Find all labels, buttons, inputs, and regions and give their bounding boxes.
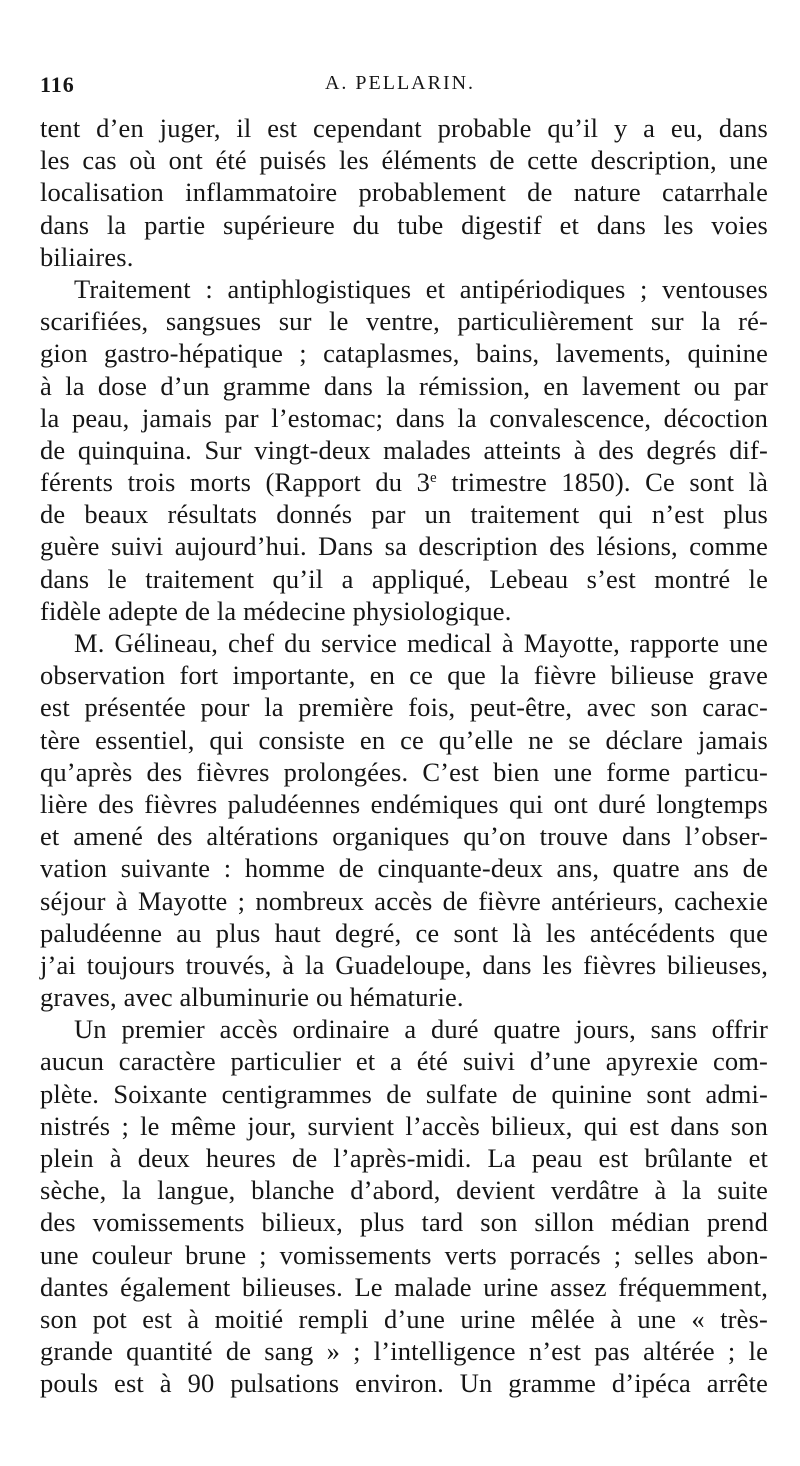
text-segment: férents trois morts (Rapport du 3 bbox=[40, 467, 431, 498]
text-line: aucun caractère particulier et a été suivi d’une apyrexie com- bbox=[40, 1046, 768, 1077]
text-line: et amené des altérations organiques qu’on trouve dans l’obser- bbox=[40, 821, 768, 852]
text-line: paludéenne au plus haut degré, ce sont là les antécédents que bbox=[40, 917, 768, 948]
text-line: les cas où ont été puisés les éléments de cette description, une bbox=[40, 145, 768, 176]
text-line: plète. Soixante centigrammes de sulfate de quinine sont admi- bbox=[40, 1078, 768, 1109]
text-line-with-superscript bbox=[40, 466, 768, 498]
text-line: scarifiées, sangsues sur le ventre, particulièrement sur la ré- bbox=[40, 306, 768, 337]
text-line: sèche, la langue, blanche d’abord, devient verdâtre à la suite bbox=[40, 1175, 768, 1206]
text-line: dantes également bilieuses. Le malade urine assez fréquemment, bbox=[40, 1271, 768, 1302]
text-line: vation suivante : homme de cinquante-deux ans, quatre ans de bbox=[40, 853, 768, 884]
text-line: gion gastro-hépatique ; cataplasmes, bains, lavements, quinine bbox=[40, 338, 768, 369]
text-line: guère suivi aujourd’hui. Dans sa description des lésions, comme bbox=[40, 531, 768, 562]
superscript: e bbox=[430, 470, 437, 487]
text-line: plein à deux heures de l’après-midi. La peau est brûlante et bbox=[40, 1143, 768, 1173]
text-line: de beaux résultats donnés par un traitement qui n’est plus bbox=[40, 499, 768, 530]
text-line: observation fort importante, en ce que la fièvre bilieuse grave bbox=[40, 660, 768, 691]
text-line: tère essentiel, qui consiste en ce qu’elle ne se déclare jamais bbox=[40, 724, 768, 755]
text-line: est présentée pour la première fois, peut-être, avec son carac- bbox=[40, 692, 768, 723]
text-line: fidèle adepte de la médecine physiologique. bbox=[40, 595, 512, 626]
body-text bbox=[40, 112, 768, 1400]
text-line: biliaires. bbox=[40, 241, 134, 272]
page-number: 116 bbox=[40, 72, 75, 97]
text-line: pouls est à 90 pulsations environ. Un gramme d’ipéca arrête bbox=[40, 1368, 768, 1399]
text-line: séjour à Mayotte ; nombreux accès de fièvre antérieurs, cachexie bbox=[40, 885, 768, 916]
text-line: son pot est à moitié rempli d’une urine mêlée à une « très- bbox=[40, 1303, 768, 1334]
running-head bbox=[0, 72, 800, 102]
text-line: dans la partie supérieure du tube digestif et dans les voies bbox=[40, 209, 768, 240]
text-line: dans le traitement qu’il a appliqué, Lebeau s’est montré le bbox=[40, 563, 768, 594]
text-line: qu’après des fièvres prolongées. C’est bien une forme particu- bbox=[40, 756, 768, 787]
text-line: la peau, jamais par l’estomac; dans la convalescence, décoction bbox=[40, 402, 768, 433]
text-line: de quinquina. Sur vingt-deux malades atteints à des degrés dif- bbox=[40, 434, 768, 465]
text-line: graves, avec albuminurie ou hématurie. bbox=[40, 982, 464, 1013]
text-line: des vomissements bilieux, plus tard son sillon médian prend bbox=[40, 1207, 768, 1238]
text-line: nistrés ; le même jour, survient l’accès bilieux, qui est dans son bbox=[40, 1110, 768, 1141]
text-line: Un premier accès ordinaire a duré quatre jours, sans offrir bbox=[74, 1014, 768, 1045]
text-line: grande quantité de sang » ; l’intelligence n’est pas altérée ; le bbox=[40, 1336, 768, 1367]
text-line: tent d’en juger, il est cependant probable qu’il y a eu, dans bbox=[40, 113, 768, 143]
text-line: M. Gélineau, chef du service medical à Mayotte, rapporte une bbox=[74, 628, 768, 658]
text-line: localisation inflammatoire probablement de nature catarrhale bbox=[40, 177, 768, 208]
text-line: lière des fièvres paludéennes endémiques qui ont duré longtemps bbox=[40, 788, 768, 819]
text-segment: trimestre 1850). Ce sont là bbox=[436, 467, 768, 498]
text-line: à la dose d’un gramme dans la rémission, en lavement ou par bbox=[40, 370, 768, 401]
running-title: A. PELLARIN. bbox=[324, 72, 476, 94]
text-line: une couleur brune ; vomissements verts porracés ; selles abon- bbox=[40, 1239, 768, 1270]
text-line: j’ai toujours trouvés, à la Guadeloupe, dans les fièvres bilieuses, bbox=[40, 949, 768, 980]
text-line: Traitement : antiphlogistiques et antipériodiques ; ventouses bbox=[74, 273, 768, 304]
